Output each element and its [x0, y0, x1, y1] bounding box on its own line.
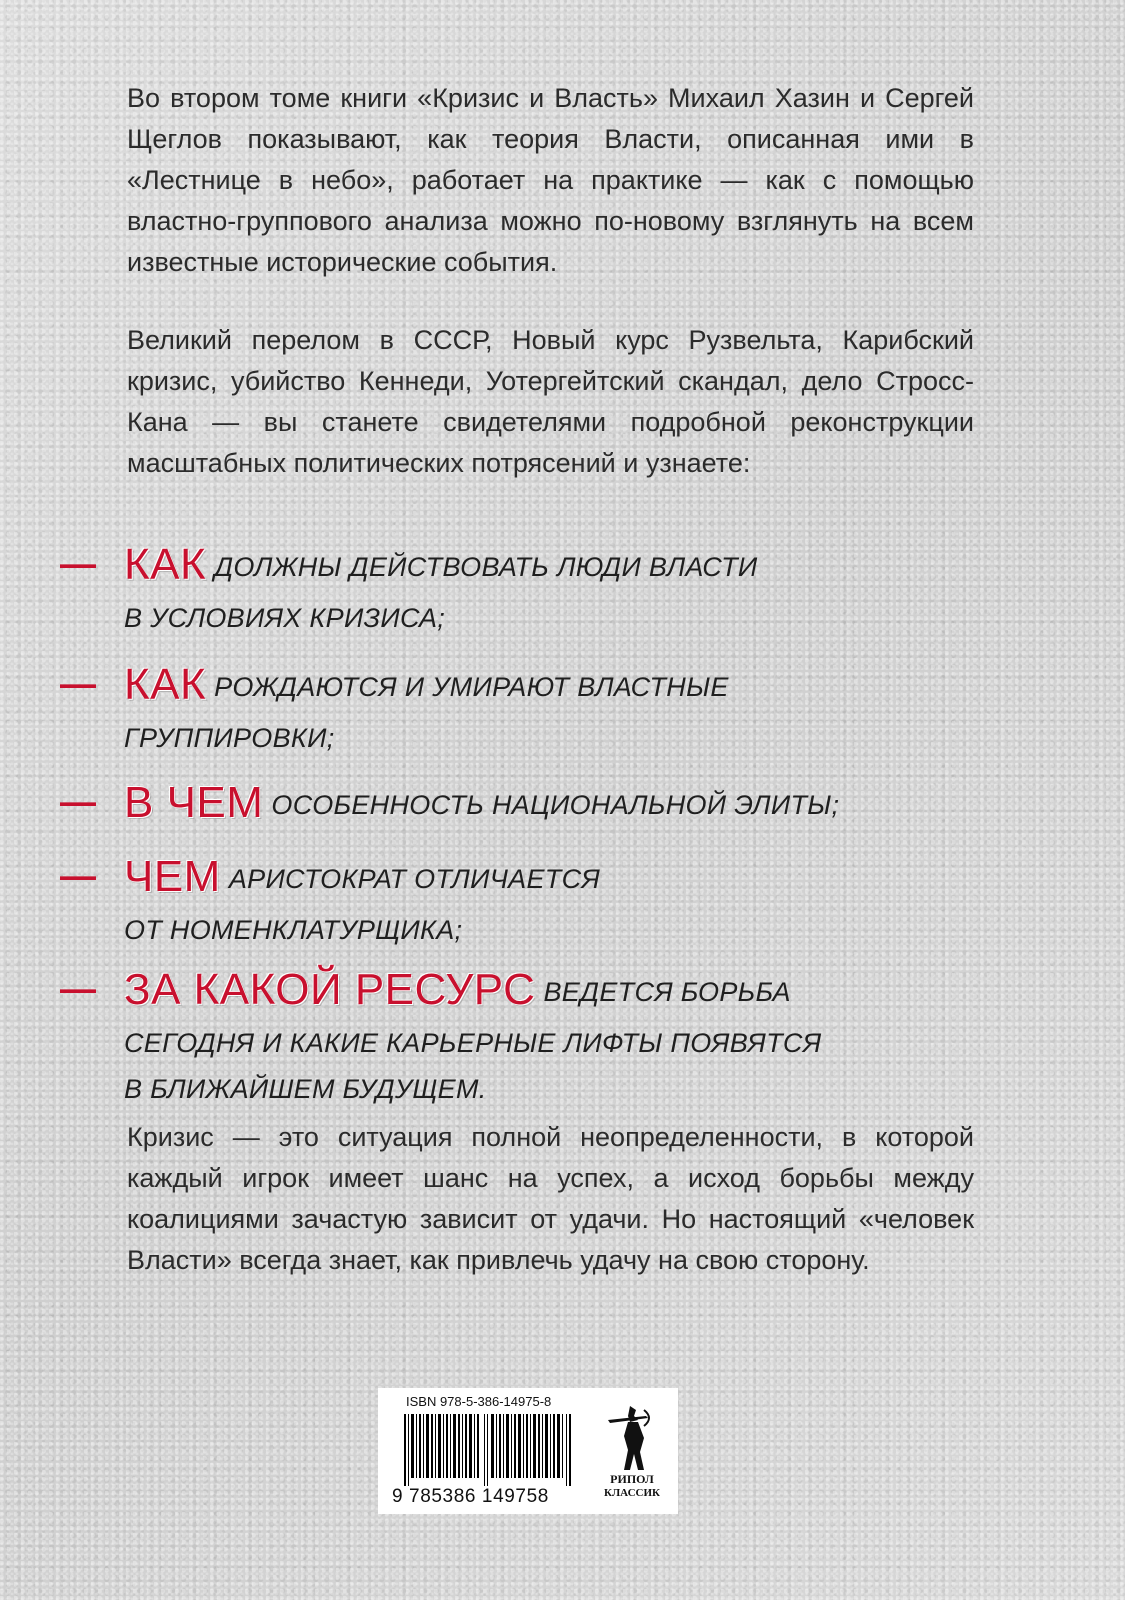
- bullet-keyword: В ЧЕМ: [124, 778, 264, 827]
- bullet-text: ДОЛЖНЫ ДЕЙСТВОВАТЬ ЛЮДИ ВЛАСТИ: [214, 552, 758, 582]
- bullet-text: ВЕДЕТСЯ БОРЬБА: [543, 977, 791, 1007]
- intro-paragraph: Во втором томе книги «Кризис и Власть» Михаил Хазин и Сергей Щеглов показывают, как теория Власти, описанная ими в «Лестнице в небо», работает на практике — как с помощью властно-группового анализа можно по-новому взглянуть на всем известные исторические события.: [127, 83, 974, 277]
- dash-marker: —: [60, 543, 96, 584]
- bullet-item: [60, 540, 758, 638]
- barcode-icon: [404, 1414, 574, 1486]
- outro-paragraph: Кризис — это ситуация полной неопределенности, в которой каждый игрок имеет шанс на успех, а исход борьбы между коалициями зачастую зависит от удачи. Но настоящий «человек Власти» всегда знает, как привлечь удачу на свою сторону.: [127, 1122, 974, 1275]
- bullet-text: РОЖДАЮТСЯ И УМИРАЮТ ВЛАСТНЫЕ: [214, 672, 729, 702]
- publisher-imprint: КЛАССИК: [604, 1487, 660, 1499]
- dash-marker: —: [60, 855, 96, 896]
- bullet-text: СЕГОДНЯ И КАКИЕ КАРЬЕРНЫЕ ЛИФТЫ ПОЯВЯТСЯ: [124, 1028, 822, 1058]
- bullet-keyword: ЗА КАКОЙ РЕСУРС: [124, 965, 536, 1014]
- bullet-keyword: КАК: [124, 540, 207, 589]
- publisher-name: РИПОЛ: [610, 1472, 654, 1486]
- dash-marker: —: [60, 781, 96, 822]
- bullet-item: [60, 965, 821, 1109]
- bullet-text: В БЛИЖАЙШЕМ БУДУЩЕМ.: [124, 1074, 487, 1104]
- dash-marker: —: [60, 968, 96, 1009]
- bullet-item: [60, 852, 600, 950]
- isbn-label: ISBN 978-5-386-14975-8: [406, 1394, 552, 1409]
- bullet-text: АРИСТОКРАТ ОТЛИЧАЕТСЯ: [228, 864, 601, 894]
- barcode-digits: 9 785386 149758: [392, 1486, 549, 1507]
- events-paragraph: Великий перелом в СССР, Новый курс Рузвельта, Карибский кризис, убийство Кеннеди, Уотергейтский скандал, дело Стросс-Кана — вы станете свидетелями подробной реконструкции масштабных политических потрясений и узнаете:: [127, 325, 974, 478]
- bullet-text: В УСЛОВИЯХ КРИЗИСА;: [124, 603, 446, 633]
- bullet-item: [60, 778, 839, 830]
- bullet-keyword: ЧЕМ: [124, 852, 221, 901]
- dash-marker: —: [60, 663, 96, 704]
- bullet-text: ГРУППИРОВКИ;: [124, 723, 335, 753]
- bullet-keyword: КАК: [124, 660, 207, 709]
- barcode-panel: [378, 1388, 678, 1514]
- bullet-text: ОТ НОМЕНКЛАТУРЩИКА;: [124, 915, 463, 945]
- bullet-text: ОСОБЕННОСТЬ НАЦИОНАЛЬНОЙ ЭЛИТЫ;: [271, 790, 840, 820]
- bullet-item: [60, 660, 729, 758]
